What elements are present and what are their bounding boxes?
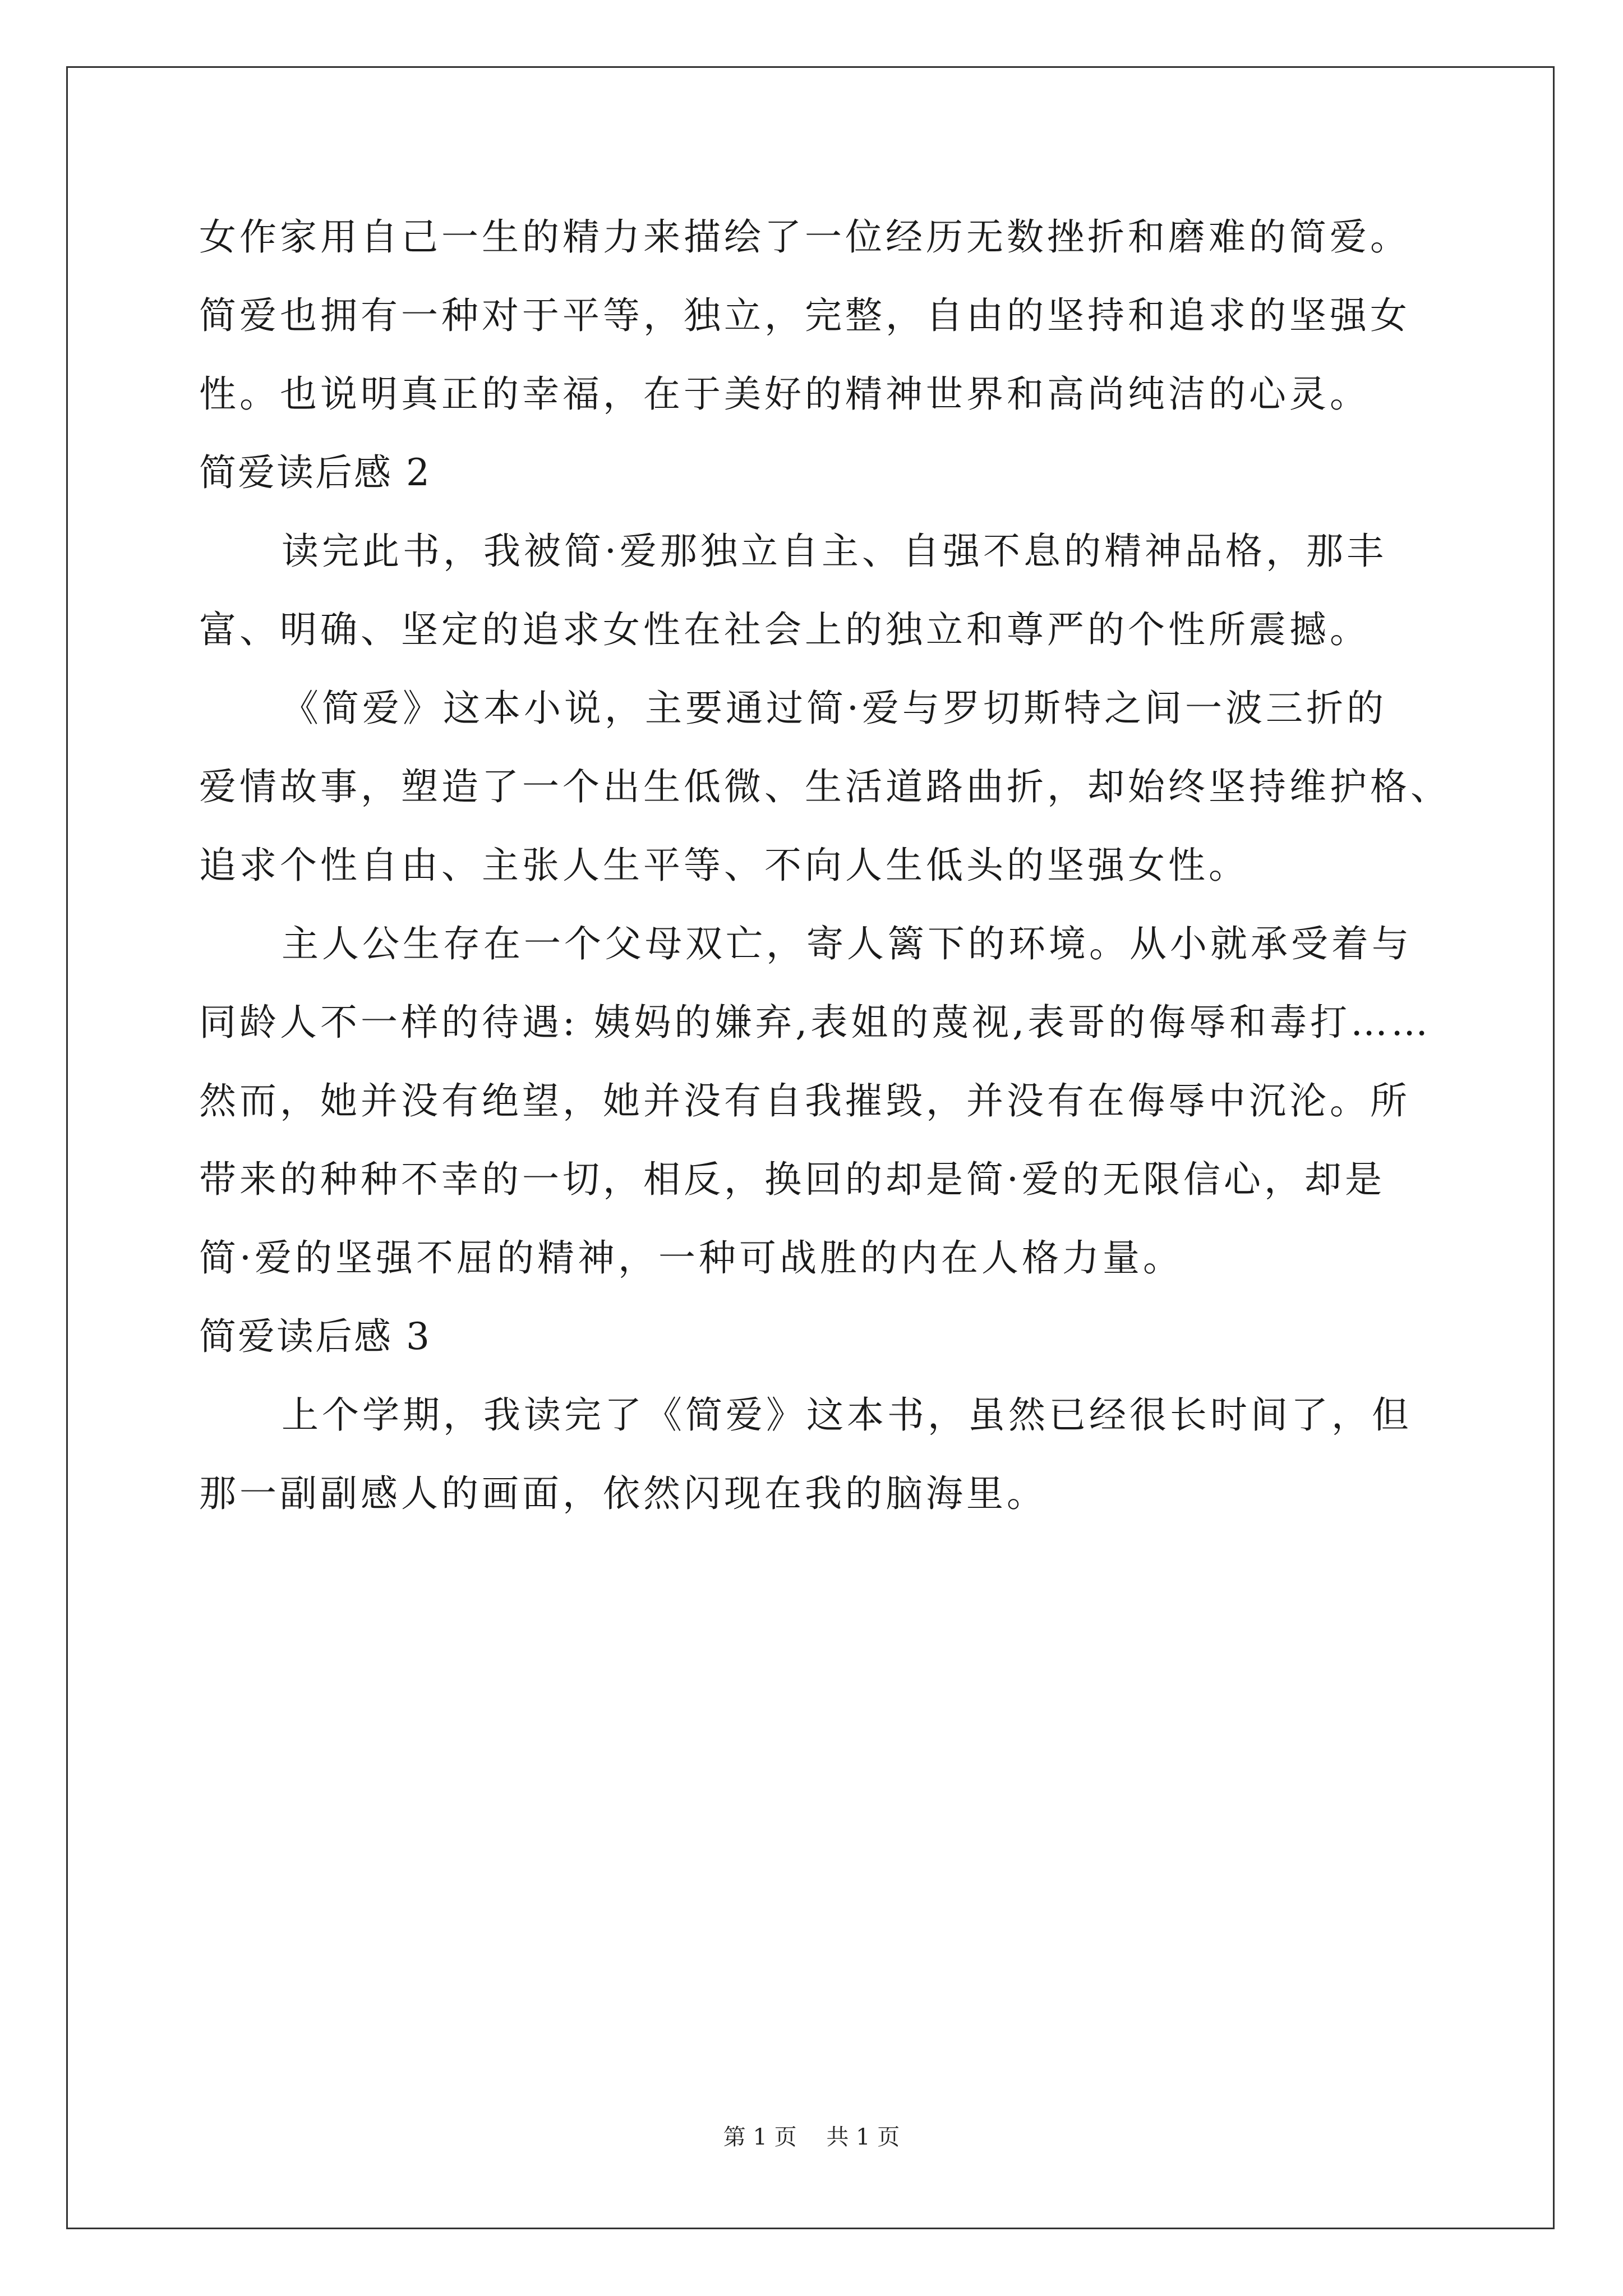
page-footer	[0, 2120, 1623, 2154]
paragraph-line: 那一副副感人的画面，依然闪现在我的脑海里。	[199, 1472, 1047, 1515]
paragraph-line: 带来的种种不幸的一切，相反，换回的却是简·爱的无限信心，却是	[199, 1158, 1385, 1201]
paragraph-line: 然而，她并没有绝望，她并没有自我摧毁，并没有在侮辱中沉沦。所	[199, 1079, 1410, 1122]
paragraph-line: 富、明确、坚定的追求女性在社会上的独立和尊严的个性所震撼。	[199, 608, 1370, 651]
paragraph-line: 女作家用自己一生的精力来描绘了一位经历无数挫折和磨难的简爱。	[199, 215, 1410, 259]
paragraph-line: 主人公生存在一个父母双亡，寄人篱下的环境。从小就承受着与	[282, 922, 1412, 965]
paragraph-line: 《简爱》这本小说，主要通过简·爱与罗切斯特之间一波三折的	[282, 687, 1387, 730]
section-heading: 简爱读后感 3	[199, 1315, 431, 1358]
paragraph-line: 爱情故事，塑造了一个出生低微、生活道路曲折，却始终坚持维护格、	[199, 765, 1451, 808]
page-number-current: 第 1 页	[723, 2124, 797, 2150]
document-body	[199, 208, 1461, 1543]
paragraph-line: 性。也说明真正的幸福，在于美好的精神世界和高尚纯洁的心灵。	[199, 372, 1370, 416]
paragraph-line: 追求个性自由、主张人生平等、不向人生低头的坚强女性。	[199, 844, 1249, 887]
paragraph-line: 同龄人不一样的待遇: 姨妈的嫌弃,表姐的蔑视,表哥的侮辱和毒打……	[199, 1001, 1432, 1044]
paragraph-line: 简爱也拥有一种对于平等，独立，完整，自由的坚持和追求的坚强女	[199, 294, 1410, 337]
paragraph-line: 简·爱的坚强不屈的精神，一种可战胜的内在人格力量。	[199, 1236, 1183, 1280]
section-heading: 简爱读后感 2	[199, 451, 431, 494]
paragraph-line: 读完此书，我被简·爱那独立自主、自强不息的精神品格，那丰	[282, 530, 1387, 573]
page-number-total: 共 1 页	[826, 2124, 900, 2150]
paragraph-line: 上个学期，我读完了《简爱》这本书，虽然已经很长时间了，但	[282, 1393, 1412, 1437]
